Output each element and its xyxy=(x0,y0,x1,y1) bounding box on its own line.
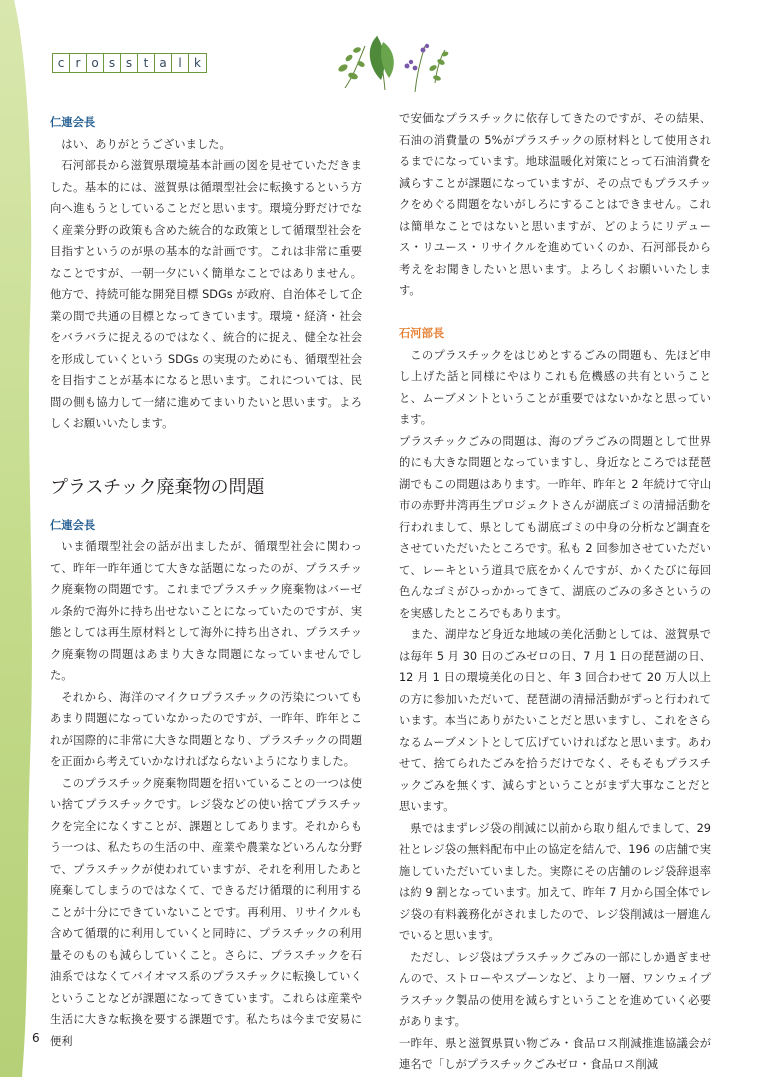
speaker-label: 仁連会長 xyxy=(50,518,96,532)
logo-letters xyxy=(52,53,207,73)
decorative-leaf-strip xyxy=(0,0,40,1077)
paragraph: はい、ありがとうございました。 xyxy=(61,137,231,151)
speaker-label: 石河部長 xyxy=(399,327,445,340)
logo-letter: r xyxy=(70,54,87,72)
page-number: 6 xyxy=(32,1031,40,1045)
paragraph: このプラスチックをはじめとするごみの問題も、先ほど申し上げた話と同様にやはりこれも危機感の共有ということと、ムーブメントということが重要ではないかなと思っています。 xyxy=(399,348,711,426)
section-title: プラスチック廃棄物の問題 xyxy=(50,476,265,498)
left-column xyxy=(50,112,362,1052)
crosstalk-logo xyxy=(52,53,207,73)
logo-letter: s xyxy=(121,54,138,72)
paragraph: 石河部長から滋賀県環境基本計画の図を見せていただきました。基本的には、滋賀県は循環型社会に転換するという方向へ進もうとしていることだと思います。環境分野だけでなく産業分野の政策も含めた統合的な政策として循環型社会を目指すというのが県の基本的な計画です。これは非常に重要なことですが、一朝一夕にいく簡単なことではありません。他方で、持続可能な開発目標 SDGs が政府、自治体そして企業の間で共通の目標となってきています。環境・経済・社会をバラバラに捉えるのではなく、統合的に捉え、健全な社会を形成していくという SDGs の実現のためにも、循環型社会を目指すことが基本になると思います。これについては、民間の側も協力して一緒に進めてまいりたいと思います。よろしくお願いいたします。 xyxy=(50,159,362,430)
paragraph: また、湖岸など身近な地域の美化活動としては、滋賀県では毎年 5 月 30 日のごみゼロの日、7 月 1 日の琵琶湖の日、12 月 1 日の環境美化の日と、年 3 回合わせて 20 万人以上の方に参加いただいて、琵琶湖の清掃活動がずっと行われています。本当にありがたいことだと思いますし、これをさらなるムーブメントとして広げていければなと思います。あわせて、捨てられたごみを拾うだけでなく、そもそもプラスチックごみを無くす、減らすということがまず大事なことだと思います。 xyxy=(399,628,711,813)
logo-letter: k xyxy=(194,56,201,70)
right-column xyxy=(399,108,711,1076)
speaker-label: 仁連会長 xyxy=(50,116,96,129)
logo-letter: t xyxy=(138,54,155,72)
paragraph: このプラスチック廃棄物問題を招いていることの一つは使い捨てプラスチックです。レジ袋などの使い捨てプラスチックを完全になくすことが、課題としてあります。それからもう一つは、私たちの生活の中、産業や農業などいろんな分野で、プラスチックが使われていますが、それを利用したあと廃棄してしまうのではなくて、できるだけ循環的に利用することが十分にできていないことです。再利用、リサイクルも含めて循環的に利用していくと同時に、プラスチックの利用量そのものも減らしていくこと。さらに、プラスチックを石油系ではなくてバイオマス系のプラスチックに転換していくということなどが課題になってきています。これらは産業や生活に大きな転換を要する課題です。私たちは今まで安易に便利 xyxy=(50,776,362,1048)
logo-letter: l xyxy=(172,54,189,72)
paragraph: で安価なプラスチックに依存してきたのですが、その結果、石油の消費量の 5%がプラスチックの原材料として使用されるまでになっています。地球温暖化対策にとって石油消費を減らすことが課題になっていますが、その点でもプラスチックをめぐる問題をないがしろにすることはできません。これは簡単なことではないと思いますが、どのようにリデュース・リユース・リサイクルを進めていくのか、石河部長から考えをお聞きしたいと思います。よろしくお願いいたします。 xyxy=(399,112,711,297)
paragraph: いま循環型社会の話が出ましたが、循環型社会に関わって、昨年一昨年通じて大きな話題になったのが、プラスチック廃棄物の問題です。これまでプラスチック廃棄物はバーゼル条約で海外に持ち出せないことになっていたのですが、実態としては再生原材料として海外に持ち出され、プラスチック廃棄物の問題はあまり大きな問題になっていませんでした。 xyxy=(50,540,362,682)
paragraph: それから、海洋のマイクロプラスチックの汚染についてもあまり問題になっていなかったのですが、一昨年、昨年とこれが国際的に非常に大きな問題となり、プラスチックの問題を正面から考えていかなければならないようになりました。 xyxy=(50,690,362,768)
paragraph: 一昨年、県と滋賀県買い物ごみ・食品ロス削減推進協議会が連名で「しがプラスチックごみゼロ・食品ロス削減 xyxy=(399,1036,711,1071)
logo-letter: s xyxy=(104,54,121,72)
botanical-illustration xyxy=(325,28,455,98)
paragraph: ただし、レジ袋はプラスチックごみの一部にしか過ぎませんので、ストローやスプーンなど、より一層、ワンウェイプラスチック製品の使用を減らすということを進めていく必要があります。 xyxy=(399,950,711,1028)
logo-letter: a xyxy=(155,54,172,72)
logo-letter: o xyxy=(87,54,104,72)
logo-letter: c xyxy=(53,54,70,72)
paragraph: 県ではまずレジ袋の削減に以前から取り組んでまして、29 社とレジ袋の無料配布中止の協定を結んで、196 の店舗で実施していただいていました。実際にその店舗のレジ袋辞退率は約 9 割となっています。加えて、昨年 7 月から国全体でレジ袋の有料義務化がされましたので、レジ袋削減は一層進んでいると思います。 xyxy=(399,821,711,942)
paragraph: プラスチックごみの問題は、海のプラごみの問題として世界的にも大きな問題となっていますし、身近なところでは琵琶湖でもこの問題はあります。一昨年、昨年と 2 年続けて守山市の赤野井湾再生プロジェクトさんが湖底ゴミの清掃活動を行われまして、県としても湖底ゴミの中身の分析など調査をさせていただいたところです。私も 2 回参加させていただいて、レーキという道具で底をかくんですが、かくたびに毎回色んなゴミがひっかかってきて、湖底のごみの多さというのを実感したところでもあります。 xyxy=(399,434,711,620)
